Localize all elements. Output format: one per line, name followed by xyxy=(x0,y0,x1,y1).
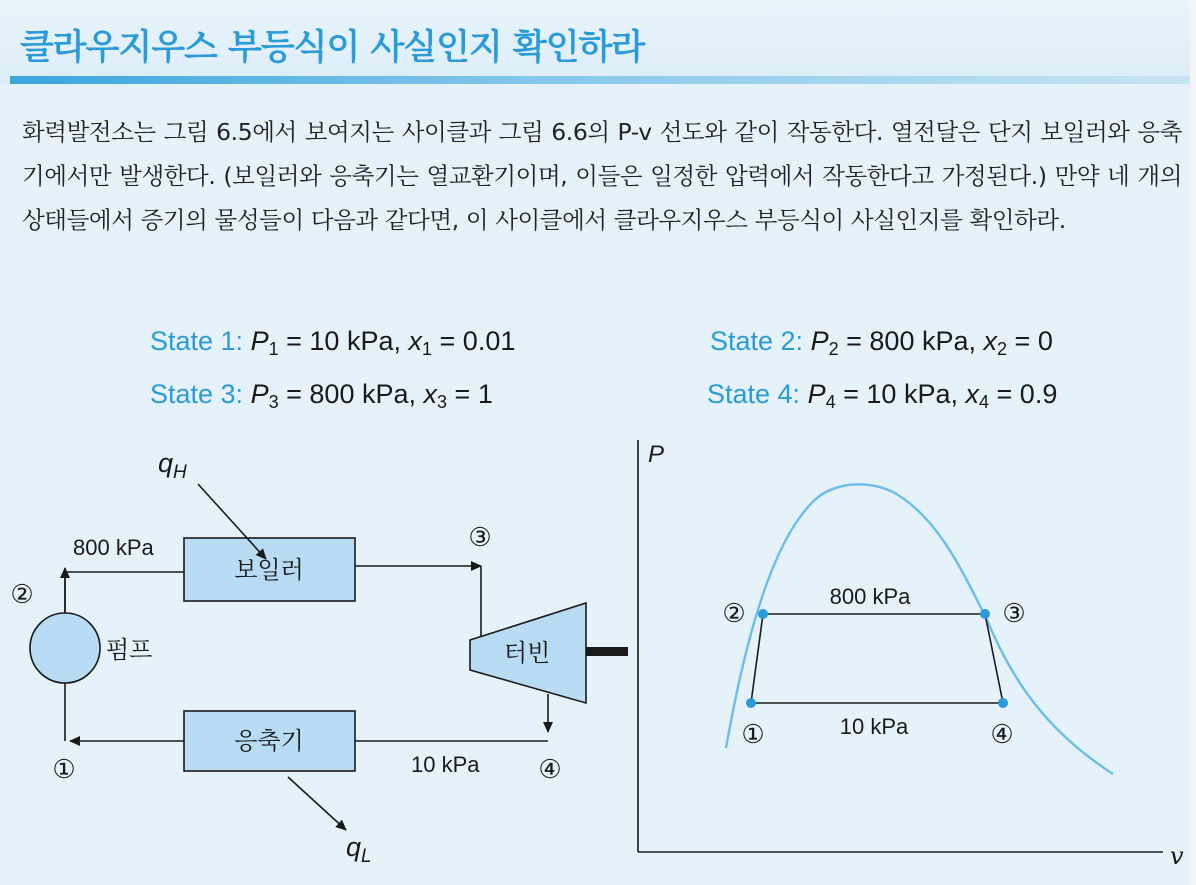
page-title: 클라우지우스 부등식이 사실인지 확인하라 xyxy=(20,28,645,68)
state-label: State 1: xyxy=(150,326,244,356)
pv-diagram xyxy=(638,440,1184,870)
state-label: State 2: xyxy=(710,326,804,356)
turbine-shaft xyxy=(586,647,628,656)
cycle-diagram xyxy=(10,448,628,867)
pv-state-4: ④ xyxy=(990,719,1014,749)
pv-low-pressure: 10 kPa xyxy=(839,714,909,739)
state-label: State 4: xyxy=(707,379,801,409)
state-2: State 2: $P_2 = 800$ kPa, $x_2 = 0$ xyxy=(710,326,1053,359)
problem-text: 화력발전소는 그림 6.5에서 보여지는 사이클과 그림 6.6의 P-v 선도와 같이 작동한다. 열전달은 단지 보일러와 응축기에서만 발생한다. (보일러와 응축기는 열교환기이며, 이들은 일정한 압력에서 작동한다고 가정된다.) 만약 네 개의 상태들에서 증기의 물성들이 다음과 같다면, 이 사이클에서 클라우지우스 부등식이 사실인지를 확인하라. xyxy=(22,118,1182,234)
line-pump-to-boiler xyxy=(65,572,184,614)
pv-state-3: ③ xyxy=(1002,598,1026,628)
pv-high-pressure: 800 kPa xyxy=(829,584,911,609)
low-pressure-label: 10 kPa xyxy=(411,752,480,777)
point-2 xyxy=(758,609,768,619)
state-4: State 4: $P_4 = 10$ kPa, $x_4 = 0.9$ xyxy=(707,379,1058,412)
pv-state-1: ① xyxy=(741,719,765,749)
figure xyxy=(8,432,1190,885)
page-edge xyxy=(1190,0,1196,885)
pv-state-2: ② xyxy=(722,598,746,628)
ql-label: $q_L$ xyxy=(346,832,372,867)
state-3-marker: ③ xyxy=(468,522,492,552)
state-2-marker: ② xyxy=(10,579,34,609)
point-1 xyxy=(746,698,756,708)
turbine-label: 터빈 xyxy=(503,640,551,667)
pump-label: 펌프 xyxy=(106,637,153,664)
state-label: State 3: xyxy=(150,379,244,409)
boiler-label: 보일러 xyxy=(234,557,304,584)
point-4 xyxy=(998,698,1008,708)
saturation-dome xyxy=(726,484,1113,774)
v-axis-label: v xyxy=(1170,842,1184,870)
title-underline xyxy=(10,76,1190,84)
line-3-4 xyxy=(985,614,1003,703)
condenser-label: 응축기 xyxy=(234,728,304,755)
high-pressure-label: 800 kPa xyxy=(73,535,154,560)
point-3 xyxy=(980,609,990,619)
pump-circle xyxy=(30,613,100,683)
state-3: State 3: $P_3 = 800$ kPa, $x_3 = 1$ xyxy=(150,379,493,412)
state-1: State 1: $P_1 = 10$ kPa, $x_1 = 0.01$ xyxy=(150,326,516,359)
state-1-marker: ① xyxy=(52,754,76,784)
ql-arrow xyxy=(288,777,346,830)
title-bar xyxy=(0,0,1190,84)
state-4-marker: ④ xyxy=(538,754,562,784)
p-axis-label: P xyxy=(648,441,665,468)
qh-label: $q_H$ xyxy=(158,448,187,483)
